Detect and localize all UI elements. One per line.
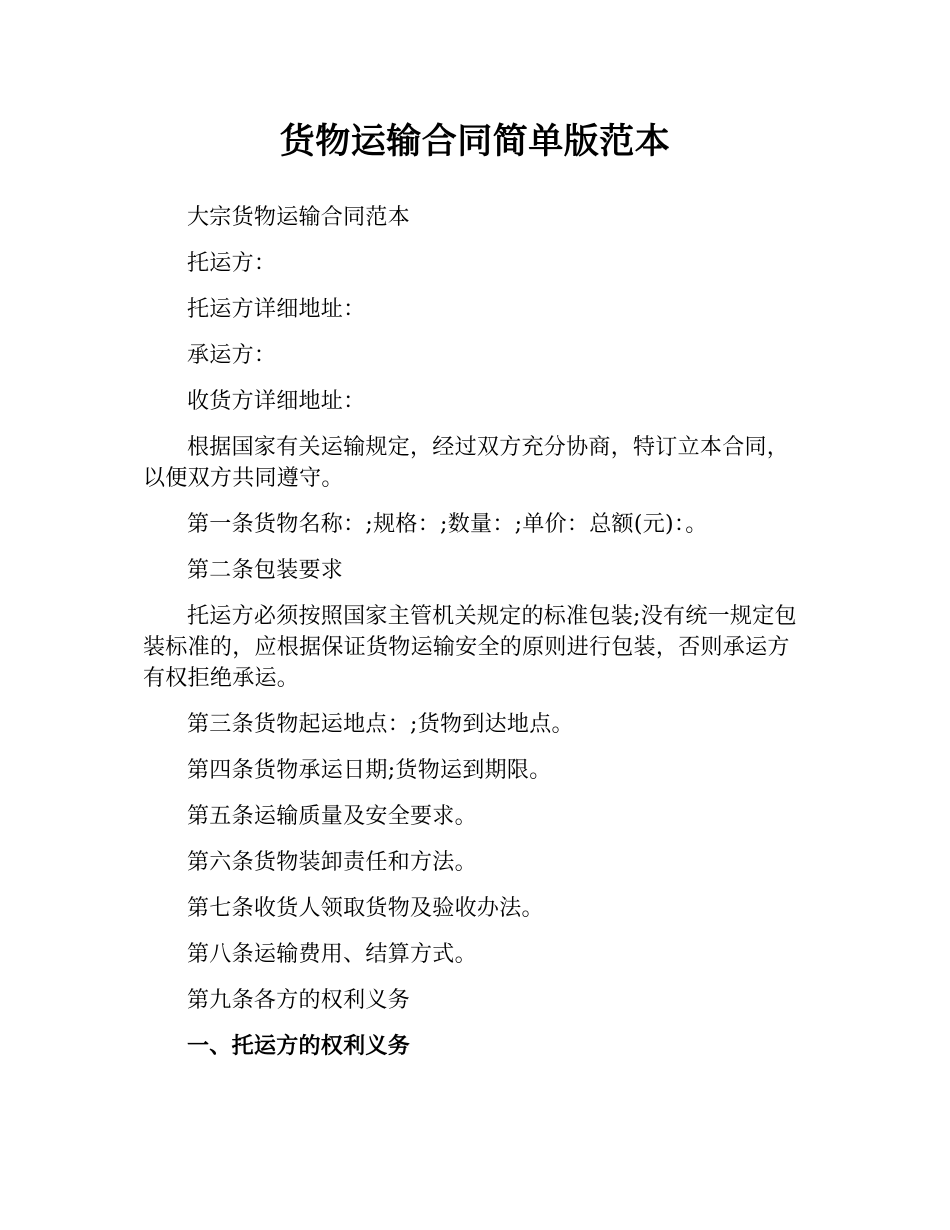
document-title: 货物运输合同简单版范本 [279, 122, 671, 162]
paragraph-contract-name: 大宗货物运输合同范本 [187, 205, 411, 230]
paragraph-preamble: 根据国家有关运输规定，经过双方充分协商，特订立本合同，以便双方共同遵守。 [143, 435, 790, 491]
paragraph-article-9: 第九条各方的权利义务 [187, 988, 411, 1013]
paragraph-consignee-address: 收货方详细地址： [187, 389, 366, 414]
paragraph-article-6: 第六条货物装卸责任和方法。 [187, 850, 477, 875]
paragraph-article-3: 第三条货物起运地点：;货物到达地点。 [187, 712, 574, 737]
paragraph-shipper: 托运方： [187, 251, 277, 276]
document-body [143, 202, 807, 1077]
paragraph-article-4: 第四条货物承运日期;货物运到期限。 [187, 758, 552, 783]
paragraph-article-5: 第五条运输质量及安全要求。 [187, 804, 477, 829]
paragraph-article-1: 第一条货物名称：;规格：;数量：;单价：总额(元)：。 [187, 512, 708, 537]
paragraph-article-2-heading: 第二条包装要求 [187, 558, 344, 583]
paragraph-carrier: 承运方： [187, 343, 277, 368]
section-heading-shipper-rights: 一、托运方的权利义务 [187, 1033, 411, 1059]
paragraph-article-7: 第七条收货人领取货物及验收办法。 [187, 896, 544, 921]
paragraph-shipper-address: 托运方详细地址： [187, 297, 366, 322]
paragraph-article-2-body: 托运方必须按照国家主管机关规定的标准包装;没有统一规定包装标准的，应根据保证货物运输安全的原则进行包装，否则承运方有权拒绝承运。 [143, 604, 797, 691]
paragraph-article-8: 第八条运输费用、结算方式。 [187, 942, 477, 967]
